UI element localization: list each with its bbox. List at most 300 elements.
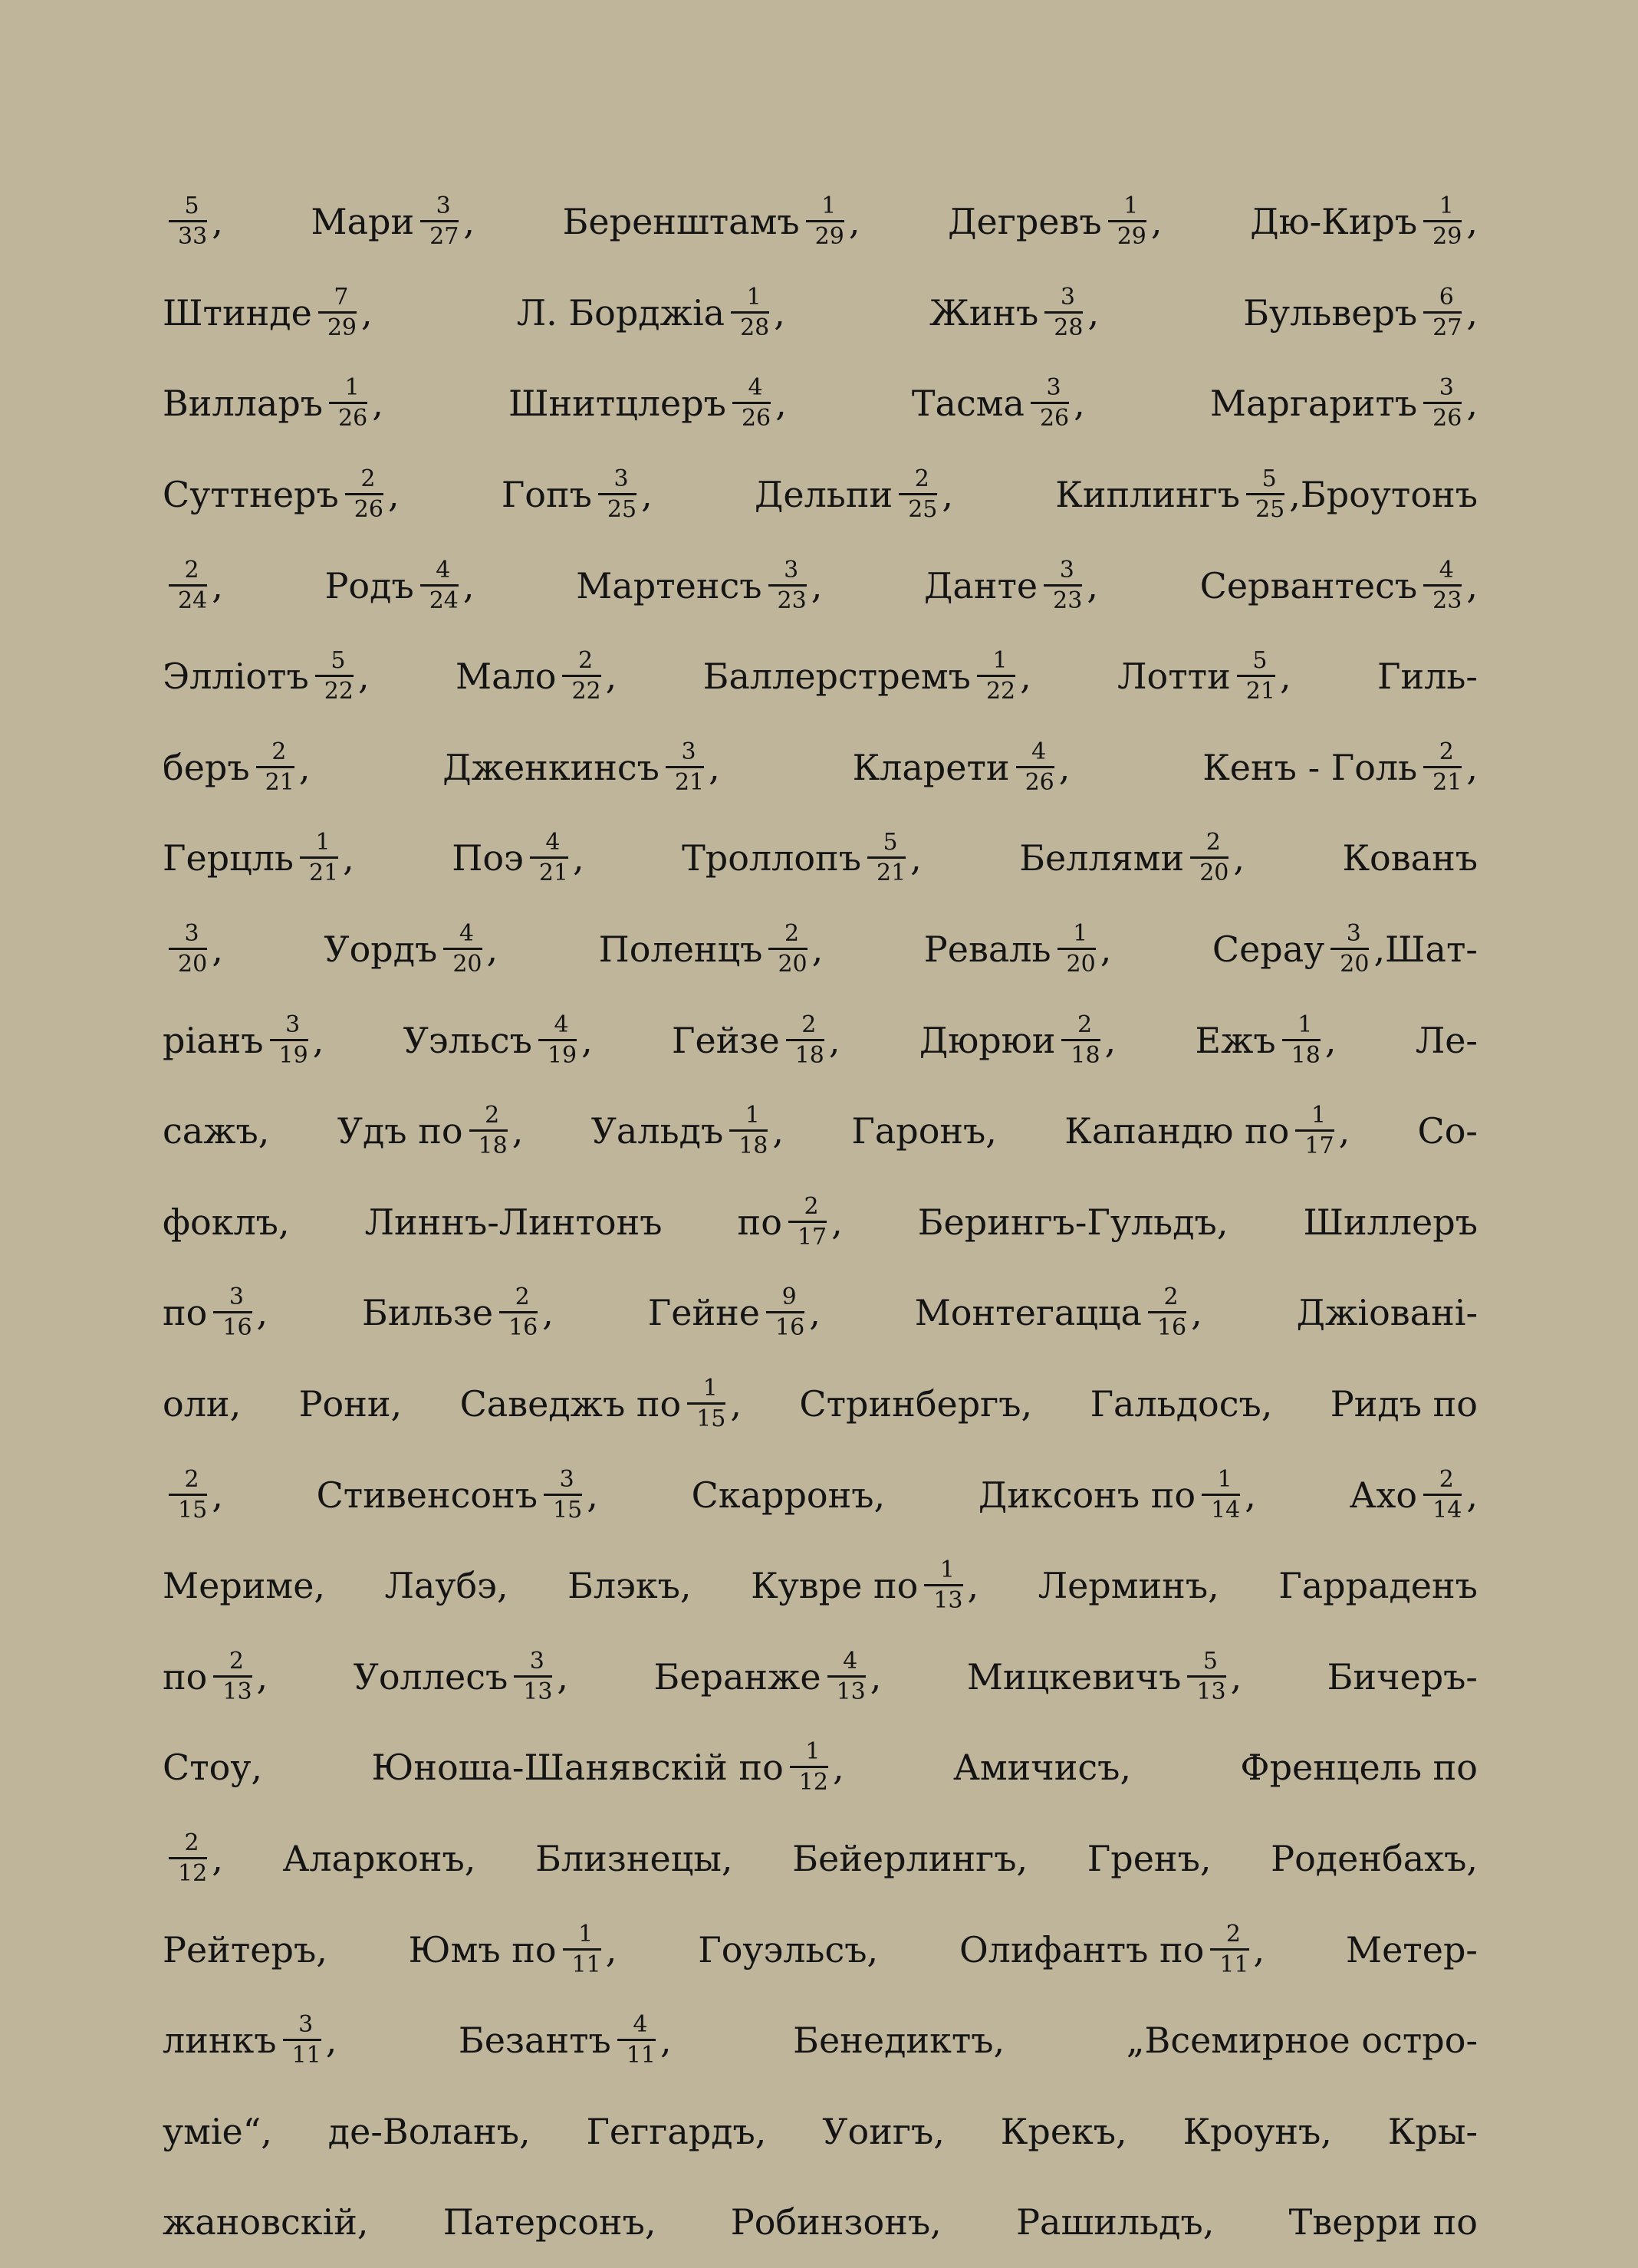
entry-text: , bbox=[809, 1292, 821, 1334]
fraction-denominator: 16 bbox=[1148, 1311, 1186, 1339]
entry-text: фоклъ, bbox=[163, 1201, 290, 1243]
fraction-denominator: 24 bbox=[420, 584, 459, 613]
entry bbox=[163, 465, 400, 524]
fraction-numerator: 6 bbox=[1439, 283, 1454, 311]
entry-text: Блэкъ, bbox=[567, 1565, 692, 1607]
fraction-denominator: 13 bbox=[1187, 1675, 1225, 1704]
entry-text: Тверри по bbox=[1288, 2201, 1478, 2243]
entry-text: Суттнеръ bbox=[163, 474, 339, 516]
entry-text: Уэльсъ bbox=[403, 1019, 532, 1061]
text-line bbox=[163, 1995, 1478, 2086]
entry-text: , bbox=[832, 1747, 844, 1789]
text-line bbox=[163, 631, 1478, 722]
entry-text: Поленцъ bbox=[598, 929, 763, 971]
fraction-numerator: 2 bbox=[229, 1647, 244, 1675]
fraction-denominator: 26 bbox=[1031, 402, 1069, 430]
fraction bbox=[786, 1011, 824, 1069]
fraction-denominator: 15 bbox=[687, 1402, 725, 1431]
entry bbox=[163, 1565, 325, 1606]
entry-text: , bbox=[1087, 291, 1100, 334]
text-line bbox=[163, 1722, 1478, 1813]
fraction-numerator: 4 bbox=[554, 1011, 569, 1038]
fraction bbox=[1057, 922, 1096, 976]
text-line bbox=[163, 1177, 1478, 1268]
entry bbox=[953, 1747, 1131, 1788]
fraction-numerator: 2 bbox=[515, 1284, 530, 1311]
entry bbox=[337, 1104, 524, 1158]
entry bbox=[703, 649, 1031, 703]
text-line bbox=[163, 540, 1478, 631]
entry bbox=[501, 465, 653, 524]
entry bbox=[1019, 831, 1245, 885]
entry bbox=[508, 376, 787, 430]
fraction-numerator: 4 bbox=[633, 2011, 648, 2039]
entry bbox=[371, 1740, 844, 1794]
fraction bbox=[617, 2013, 656, 2067]
entry-text: Скарронъ, bbox=[691, 1474, 886, 1516]
entry-text: Крекъ, bbox=[1000, 2110, 1127, 2152]
entry-text: , bbox=[828, 1019, 840, 1061]
entry-text: Шнитцлеръ bbox=[508, 383, 726, 425]
entry-text: Линнъ-Линтонъ bbox=[364, 1201, 663, 1243]
fraction bbox=[666, 738, 705, 796]
entry bbox=[1212, 922, 1478, 976]
entry bbox=[328, 2111, 531, 2152]
fraction bbox=[687, 1377, 725, 1431]
entry bbox=[647, 1284, 821, 1342]
fraction-denominator: 21 bbox=[256, 766, 294, 794]
entry-text: , bbox=[256, 1655, 268, 1698]
entry-text: Стивенсонъ bbox=[316, 1474, 538, 1516]
page-text bbox=[163, 176, 1478, 2268]
entry-text: Кованъ bbox=[1342, 837, 1478, 879]
fraction-denominator: 21 bbox=[530, 856, 568, 885]
entry-text: Л. Борджіа bbox=[516, 291, 725, 334]
fraction bbox=[788, 1192, 827, 1251]
entry-text: Геггардъ, bbox=[586, 2110, 767, 2152]
entry bbox=[1240, 1747, 1478, 1788]
entry-text: Мартенсъ bbox=[576, 564, 762, 606]
fraction-denominator: 23 bbox=[1044, 584, 1082, 613]
entry-text: Гаронъ, bbox=[851, 1110, 997, 1152]
fraction bbox=[1423, 1465, 1462, 1524]
entry-text: Стоу, bbox=[163, 1747, 263, 1789]
entry-text: линкъ bbox=[163, 2020, 277, 2062]
entry-text: Гоуэльсъ, bbox=[698, 1928, 879, 1971]
entry-text: Тасма bbox=[911, 383, 1025, 425]
entry-text: Берингъ-Гульдъ, bbox=[917, 1201, 1228, 1243]
fraction-denominator: 27 bbox=[420, 220, 459, 248]
entry-text: Кры- bbox=[1387, 2110, 1478, 2152]
fraction-numerator: 5 bbox=[1261, 465, 1277, 493]
entry-text: , bbox=[709, 746, 720, 788]
fraction-denominator: 29 bbox=[806, 220, 844, 248]
entry-text: , bbox=[605, 656, 617, 698]
entry bbox=[163, 831, 354, 885]
fraction bbox=[899, 465, 938, 524]
entry bbox=[1377, 656, 1478, 697]
entry bbox=[163, 1383, 241, 1425]
entry bbox=[460, 1377, 742, 1431]
entry bbox=[1303, 1201, 1478, 1243]
fraction bbox=[827, 1647, 866, 1705]
fraction-denominator: 22 bbox=[315, 675, 354, 703]
entry bbox=[1001, 2111, 1127, 2152]
fraction bbox=[1044, 283, 1084, 341]
entry-text: , bbox=[967, 1565, 979, 1607]
entry-text: Лаубэ, bbox=[384, 1565, 508, 1607]
fraction-numerator: 1 bbox=[702, 1375, 718, 1402]
entry-text: Джіовані- bbox=[1296, 1292, 1478, 1334]
fraction-numerator: 1 bbox=[315, 829, 331, 856]
entry-text: Юмъ по bbox=[408, 1928, 557, 1971]
entry-text: Френцель по bbox=[1240, 1747, 1478, 1789]
entry-text: Данте bbox=[924, 564, 1038, 606]
entry bbox=[324, 922, 498, 976]
fraction-numerator: 3 bbox=[298, 2011, 314, 2039]
entry-text: , bbox=[1191, 1292, 1202, 1334]
fraction-denominator: 26 bbox=[732, 402, 771, 430]
entry-text: Бульверъ bbox=[1243, 291, 1418, 334]
fraction-numerator: 1 bbox=[939, 1556, 955, 1584]
fraction bbox=[256, 738, 294, 796]
entry-text: Дельпи bbox=[754, 474, 893, 516]
entry-text: , bbox=[1230, 1655, 1242, 1698]
entry-text: , bbox=[1279, 656, 1291, 698]
fraction-denominator: 21 bbox=[666, 766, 704, 794]
fraction-denominator: 22 bbox=[977, 675, 1015, 703]
fraction bbox=[169, 556, 208, 614]
fraction-numerator: 2 bbox=[577, 647, 594, 675]
entry-text: Рони, bbox=[298, 1383, 403, 1425]
entry-text: , bbox=[1100, 929, 1112, 971]
fraction-denominator: 15 bbox=[169, 1494, 207, 1522]
entry bbox=[163, 738, 311, 796]
entry-text: Диксонъ по bbox=[978, 1474, 1196, 1516]
entry-text: , bbox=[848, 201, 860, 243]
entry-text: по bbox=[163, 1655, 208, 1698]
fraction bbox=[345, 465, 383, 524]
entry bbox=[682, 831, 922, 885]
fraction-numerator: 2 bbox=[1077, 1011, 1093, 1038]
entry-text: Беллями bbox=[1019, 837, 1185, 879]
fraction-denominator: 13 bbox=[924, 1584, 962, 1612]
entry-text: , bbox=[581, 1019, 593, 1061]
fraction-denominator: 24 bbox=[169, 584, 207, 613]
fraction-numerator: 2 bbox=[184, 1829, 199, 1856]
fraction-numerator: 3 bbox=[529, 1647, 544, 1675]
fraction-numerator: 3 bbox=[784, 556, 799, 583]
entry-text: жановскій, bbox=[163, 2201, 369, 2243]
entry-text: Удъ по bbox=[337, 1110, 463, 1152]
entry bbox=[163, 556, 223, 614]
fraction bbox=[1044, 556, 1083, 614]
entry-text: Аларконъ, bbox=[282, 1837, 476, 1879]
entry-text: Сервантесъ bbox=[1199, 564, 1418, 606]
fraction-numerator: 2 bbox=[801, 1011, 817, 1038]
entry bbox=[442, 738, 720, 796]
fraction-numerator: 4 bbox=[748, 374, 763, 402]
entry-text: , bbox=[831, 1201, 843, 1243]
fraction bbox=[1246, 465, 1285, 524]
fraction-numerator: 2 bbox=[184, 556, 199, 583]
fraction bbox=[469, 1104, 508, 1158]
entry bbox=[1342, 837, 1478, 879]
fraction-denominator: 14 bbox=[1202, 1494, 1240, 1522]
entry-text: , bbox=[357, 656, 370, 698]
fraction bbox=[1202, 1465, 1241, 1524]
fraction-denominator: 26 bbox=[345, 493, 383, 521]
entry-text: Реваль bbox=[923, 929, 1051, 971]
fraction-denominator: 16 bbox=[766, 1311, 804, 1339]
entry-text: , bbox=[910, 837, 922, 879]
fraction-denominator: 13 bbox=[514, 1675, 552, 1704]
entry-text: Стринбергъ, bbox=[799, 1383, 1033, 1425]
entry-text: Бичеръ- bbox=[1327, 1655, 1478, 1698]
entry-text: , bbox=[1104, 1019, 1117, 1061]
fraction-denominator: 18 bbox=[786, 1039, 824, 1067]
fraction-numerator: 1 bbox=[1298, 1011, 1313, 1038]
fraction-numerator: 1 bbox=[1439, 192, 1454, 220]
entry-text: , bbox=[1466, 564, 1478, 606]
fraction bbox=[318, 283, 357, 341]
fraction bbox=[530, 831, 568, 885]
fraction-denominator: 17 bbox=[1295, 1129, 1334, 1158]
fraction bbox=[562, 649, 600, 703]
fraction-numerator: 1 bbox=[1311, 1102, 1327, 1129]
fraction bbox=[499, 1284, 538, 1342]
fraction-numerator: 9 bbox=[781, 1284, 797, 1311]
fraction-numerator: 4 bbox=[1031, 738, 1047, 765]
entry-text: Амичисъ, bbox=[953, 1747, 1131, 1789]
entry bbox=[1202, 738, 1478, 796]
entry-text: Троллопъ bbox=[682, 837, 861, 879]
fraction bbox=[169, 922, 207, 976]
entry-text: оли, bbox=[163, 1383, 242, 1425]
entry bbox=[924, 922, 1112, 976]
fraction bbox=[169, 1829, 208, 1887]
entry bbox=[737, 1192, 843, 1251]
entry-text: Безантъ bbox=[458, 2020, 611, 2062]
fraction-denominator: 17 bbox=[788, 1221, 827, 1249]
fraction-denominator: 29 bbox=[1423, 220, 1462, 248]
fraction-denominator: 28 bbox=[1044, 311, 1083, 340]
fraction bbox=[1148, 1284, 1187, 1342]
text-line bbox=[163, 722, 1478, 814]
entry bbox=[692, 1474, 886, 1516]
entry bbox=[754, 465, 953, 524]
entry-text: , bbox=[212, 201, 223, 243]
entry bbox=[586, 2111, 766, 2152]
fraction bbox=[598, 465, 637, 524]
entry-text: Бейерлингъ, bbox=[792, 1837, 1028, 1879]
entry-text: Дю-Киръ bbox=[1250, 201, 1418, 243]
fraction-denominator: 11 bbox=[1210, 1948, 1248, 1977]
entry-text: Маргаритъ bbox=[1209, 383, 1418, 425]
text-line bbox=[163, 1632, 1478, 1723]
entry bbox=[799, 1383, 1032, 1425]
entry bbox=[1297, 1292, 1478, 1333]
fraction bbox=[538, 1011, 577, 1069]
entry bbox=[1289, 2201, 1478, 2243]
entry bbox=[324, 556, 475, 614]
entry bbox=[1271, 1838, 1478, 1879]
entry-text: , bbox=[1253, 1928, 1265, 1971]
entry-text: Близнецы, bbox=[535, 1837, 733, 1879]
entry bbox=[163, 1929, 327, 1971]
entry-text: ріанъ bbox=[163, 1019, 264, 1061]
entry-text: , bbox=[605, 1928, 617, 1971]
entry-text: , bbox=[325, 2020, 337, 2062]
fraction-denominator: 23 bbox=[1423, 584, 1462, 613]
fraction-denominator: 33 bbox=[169, 220, 207, 248]
entry bbox=[365, 1201, 663, 1243]
text-line bbox=[163, 2086, 1478, 2177]
entry bbox=[1346, 1929, 1478, 1971]
fraction bbox=[1016, 738, 1054, 796]
entry-text: Ле- bbox=[1415, 1019, 1478, 1061]
entry-text: , bbox=[811, 929, 824, 971]
entry-text: , bbox=[542, 1292, 554, 1334]
entry-text: Беренштамъ bbox=[562, 201, 800, 243]
entry-text: , bbox=[1087, 564, 1098, 606]
entry bbox=[163, 1829, 223, 1887]
fraction-denominator: 20 bbox=[1190, 856, 1228, 885]
fraction-numerator: 5 bbox=[883, 829, 898, 856]
entry-text: Уоллесъ bbox=[353, 1655, 508, 1698]
fraction bbox=[732, 376, 771, 430]
entry bbox=[792, 1838, 1028, 1879]
entry-text: Дюрюи bbox=[919, 1019, 1056, 1061]
fraction-denominator: 20 bbox=[443, 948, 482, 976]
entry-text: , bbox=[463, 201, 475, 243]
entry bbox=[163, 1465, 223, 1524]
fraction-numerator: 2 bbox=[1163, 1284, 1179, 1311]
text-line bbox=[163, 1540, 1478, 1632]
entry bbox=[929, 283, 1100, 341]
entry-text: Олифантъ по bbox=[959, 1928, 1205, 1971]
text-line bbox=[163, 449, 1478, 541]
fraction bbox=[514, 1647, 553, 1705]
fraction-numerator: 4 bbox=[843, 1647, 858, 1675]
entry bbox=[1418, 1110, 1478, 1152]
text-line bbox=[163, 1813, 1478, 1905]
entry bbox=[978, 1465, 1256, 1524]
fraction-denominator: 28 bbox=[731, 311, 769, 340]
fraction-numerator: 1 bbox=[578, 1920, 594, 1948]
text-line bbox=[163, 813, 1478, 904]
fraction-numerator: 3 bbox=[1439, 374, 1454, 402]
entry-text: Элліотъ bbox=[163, 656, 309, 698]
entry-text: , bbox=[1466, 746, 1478, 788]
fraction bbox=[768, 922, 807, 976]
fraction-numerator: 2 bbox=[804, 1192, 819, 1220]
fraction bbox=[300, 831, 338, 885]
fraction bbox=[315, 649, 354, 703]
entry bbox=[163, 376, 383, 430]
entry-text: , bbox=[486, 929, 498, 971]
entry-text: , bbox=[587, 1474, 598, 1516]
entry-text: , bbox=[298, 746, 311, 788]
entry bbox=[1388, 2111, 1478, 2152]
fraction-numerator: 2 bbox=[184, 1465, 199, 1493]
fraction-numerator: 3 bbox=[1059, 556, 1074, 583]
fraction bbox=[1187, 1647, 1226, 1705]
fraction-numerator: 2 bbox=[360, 465, 376, 493]
entry-text: , bbox=[660, 2020, 672, 2062]
entry bbox=[822, 2111, 945, 2152]
fraction bbox=[1190, 831, 1228, 885]
fraction-denominator: 12 bbox=[169, 1857, 207, 1885]
entry-text: Капандю по bbox=[1064, 1110, 1290, 1152]
entry-text: Жинъ bbox=[929, 291, 1039, 334]
fraction bbox=[977, 649, 1015, 703]
entry bbox=[516, 283, 785, 341]
fraction-denominator: 21 bbox=[1423, 766, 1462, 794]
entry-text: , bbox=[361, 291, 373, 334]
fraction-denominator: 11 bbox=[283, 2039, 321, 2067]
entry bbox=[163, 2111, 272, 2152]
entry-text: Киплингъ bbox=[1055, 474, 1241, 516]
entry bbox=[567, 1565, 691, 1606]
text-line bbox=[163, 904, 1478, 995]
fraction-numerator: 5 bbox=[331, 647, 346, 675]
fraction bbox=[1282, 1011, 1321, 1069]
entry-text: , bbox=[1233, 837, 1245, 879]
entry bbox=[353, 1647, 569, 1705]
entry bbox=[163, 922, 223, 976]
entry-text: Беранже bbox=[653, 1655, 821, 1698]
fraction-numerator: 2 bbox=[914, 465, 929, 493]
fraction-denominator: 18 bbox=[729, 1129, 768, 1158]
entry-text: Со- bbox=[1417, 1110, 1478, 1152]
fraction-denominator: 27 bbox=[1423, 311, 1462, 340]
fraction bbox=[420, 192, 459, 251]
fraction-numerator: 5 bbox=[1202, 1647, 1219, 1675]
fraction-numerator: 1 bbox=[1073, 920, 1088, 948]
fraction-denominator: 23 bbox=[768, 584, 807, 613]
fraction bbox=[1237, 649, 1275, 703]
fraction-denominator: 16 bbox=[499, 1311, 538, 1339]
fraction-denominator: 14 bbox=[1423, 1494, 1462, 1522]
entry bbox=[163, 2201, 369, 2243]
entry-text: Робинзонъ, bbox=[730, 2201, 942, 2243]
entry bbox=[1199, 556, 1478, 614]
entry bbox=[1195, 1011, 1337, 1069]
fraction bbox=[806, 192, 844, 251]
entry bbox=[966, 1647, 1242, 1705]
entry bbox=[163, 1647, 268, 1705]
fraction bbox=[731, 283, 770, 341]
fraction-denominator: 13 bbox=[827, 1675, 866, 1704]
entry bbox=[163, 1284, 268, 1342]
fraction-denominator: 21 bbox=[300, 856, 338, 885]
fraction-denominator: 20 bbox=[169, 948, 207, 976]
entry-text: , bbox=[811, 564, 823, 606]
entry bbox=[443, 2201, 656, 2243]
fraction-denominator: 29 bbox=[1108, 220, 1146, 248]
entry bbox=[163, 1201, 290, 1243]
entry bbox=[698, 1929, 878, 1971]
fraction-numerator: 1 bbox=[821, 192, 837, 220]
fraction-numerator: 7 bbox=[334, 283, 349, 311]
fraction-numerator: 5 bbox=[1252, 647, 1268, 675]
entry bbox=[731, 2201, 942, 2243]
entry-text: , bbox=[775, 383, 787, 425]
fraction bbox=[544, 1465, 583, 1524]
fraction-numerator: 3 bbox=[681, 738, 696, 765]
fraction-denominator: 22 bbox=[562, 675, 600, 703]
